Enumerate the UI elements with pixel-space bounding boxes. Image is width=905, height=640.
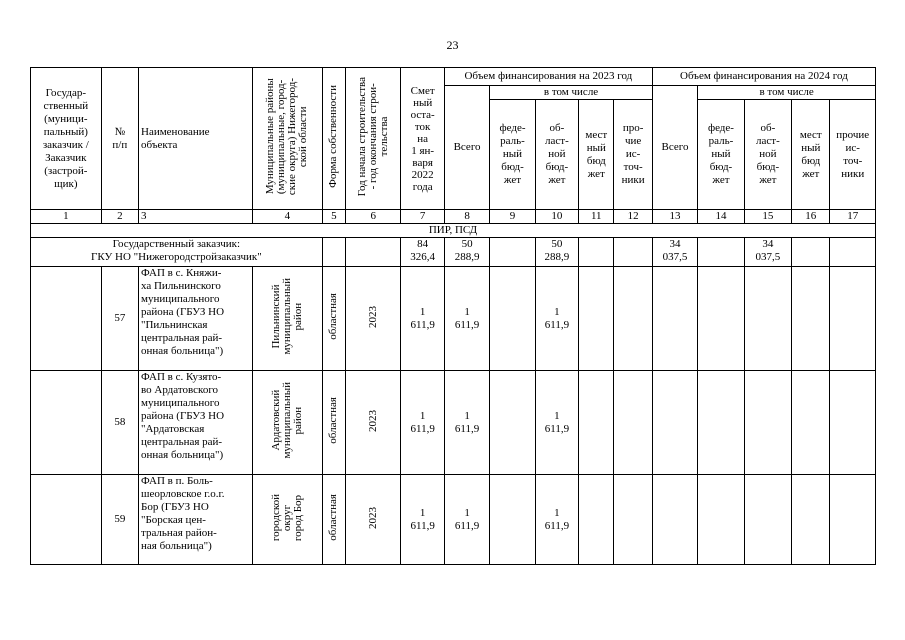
col-number: 4 [253, 210, 323, 224]
column-numbers-row [31, 210, 876, 224]
header-total-2023: Всего [444, 86, 489, 210]
object-name: ФАП в с. Кузято- во Ардатовского муниципального района (ГБУЗ НО "Ардатовская центральная рай- онная больница") [139, 371, 253, 475]
header-customer: Государ- ственный (муници- пальный) заказчик / Заказчик (застрой- щик) [31, 68, 102, 210]
ownership: областная [322, 371, 345, 475]
header-incl-2024: в том числе [698, 86, 876, 100]
header-fin-2023: Объем финансирования на 2023 год [444, 68, 652, 86]
table-row [31, 371, 876, 475]
header-total-2024: Всего [652, 86, 697, 210]
page-number: 23 [446, 38, 459, 52]
district: городской округ город Бор [253, 475, 323, 565]
total-2023-value: 1 611,9 [444, 475, 489, 565]
col-number: 1 [31, 210, 102, 224]
total-2023-value: 50 288,9 [444, 238, 489, 267]
customer-row [31, 238, 876, 267]
header-regional-2024: об- ласт- ной бюд- жет [744, 100, 791, 210]
header-regional-2023: об- ласт- ной бюд- жет [535, 100, 578, 210]
regional-2023-value: 1 611,9 [535, 371, 578, 475]
col-number: 12 [614, 210, 652, 224]
header-no: № п/п [101, 68, 138, 210]
header-local-2024: мест ный бюд жет [792, 100, 830, 210]
estimate-value: 1 611,9 [401, 267, 444, 371]
object-name: ФАП в п. Боль- шеорловское г.о.г. Бор (ГБУЗ НО "Борская цен- тральная район- ная больница") [139, 475, 253, 565]
estimate-value: 84 326,4 [401, 238, 444, 267]
ownership: областная [322, 267, 345, 371]
row-no: 58 [101, 371, 138, 475]
col-number: 3 [139, 210, 253, 224]
header-incl-2023: в том числе [490, 86, 653, 100]
col-number: 14 [698, 210, 744, 224]
col-number: 11 [579, 210, 614, 224]
header-other-2023: про- чие ис- точ- ники [614, 100, 652, 210]
col-number: 5 [322, 210, 345, 224]
col-number: 15 [744, 210, 791, 224]
district: Ардатовский муниципальный район [253, 371, 323, 475]
col-number: 6 [345, 210, 401, 224]
col-number: 10 [535, 210, 578, 224]
regional-2023-value: 1 611,9 [535, 475, 578, 565]
ownership: областная [322, 475, 345, 565]
col-number: 2 [101, 210, 138, 224]
col-number: 13 [652, 210, 697, 224]
col-number: 7 [401, 210, 444, 224]
col-number: 16 [792, 210, 830, 224]
header-local-2023: мест ный бюд жет [579, 100, 614, 210]
header-other-2024: прочие ис- точ- ники [830, 100, 876, 210]
total-2023-value: 1 611,9 [444, 267, 489, 371]
financing-table [30, 67, 876, 565]
header-name: Наименование объекта [139, 68, 253, 210]
col-number: 9 [490, 210, 535, 224]
row-no: 57 [101, 267, 138, 371]
col-number: 8 [444, 210, 489, 224]
header-federal-2024: феде- раль- ный бюд- жет [698, 100, 744, 210]
header-districts: Муниципальные районы (муниципальные, город- ские округа) Нижегород- ской области [253, 68, 323, 210]
header-years: Год начала строительства - год окончания строи- тельства [345, 68, 401, 210]
total-2023-value: 1 611,9 [444, 371, 489, 475]
row-no: 59 [101, 475, 138, 565]
header-ownership: Форма собственности [322, 68, 345, 210]
year: 2023 [345, 267, 401, 371]
regional-2023-value: 1 611,9 [535, 267, 578, 371]
header-federal-2023: феде- раль- ный бюд- жет [490, 100, 535, 210]
table-row [31, 267, 876, 371]
table-row [31, 475, 876, 565]
year: 2023 [345, 371, 401, 475]
col-number: 17 [830, 210, 876, 224]
estimate-value: 1 611,9 [401, 371, 444, 475]
regional-2024-value: 34 037,5 [744, 238, 791, 267]
header-fin-2024: Объем финансирования на 2024 год [652, 68, 875, 86]
header-estimate: Смет ный оста- ток на 1 ян- варя 2022 года [401, 68, 444, 210]
object-name: ФАП в с. Княжи- ха Пильнинского муниципального района (ГБУЗ НО "Пильнинская центральная рай- онная больница") [139, 267, 253, 371]
customer-label: Государственный заказчик: ГКУ НО "Нижегородстройзаказчик" [31, 238, 323, 267]
total-2024-value: 34 037,5 [652, 238, 697, 267]
year: 2023 [345, 475, 401, 565]
estimate-value: 1 611,9 [401, 475, 444, 565]
section-title: ПИР, ПСД [31, 224, 876, 238]
regional-2023-value: 50 288,9 [535, 238, 578, 267]
district: Пильнинский муниципальный район [253, 267, 323, 371]
